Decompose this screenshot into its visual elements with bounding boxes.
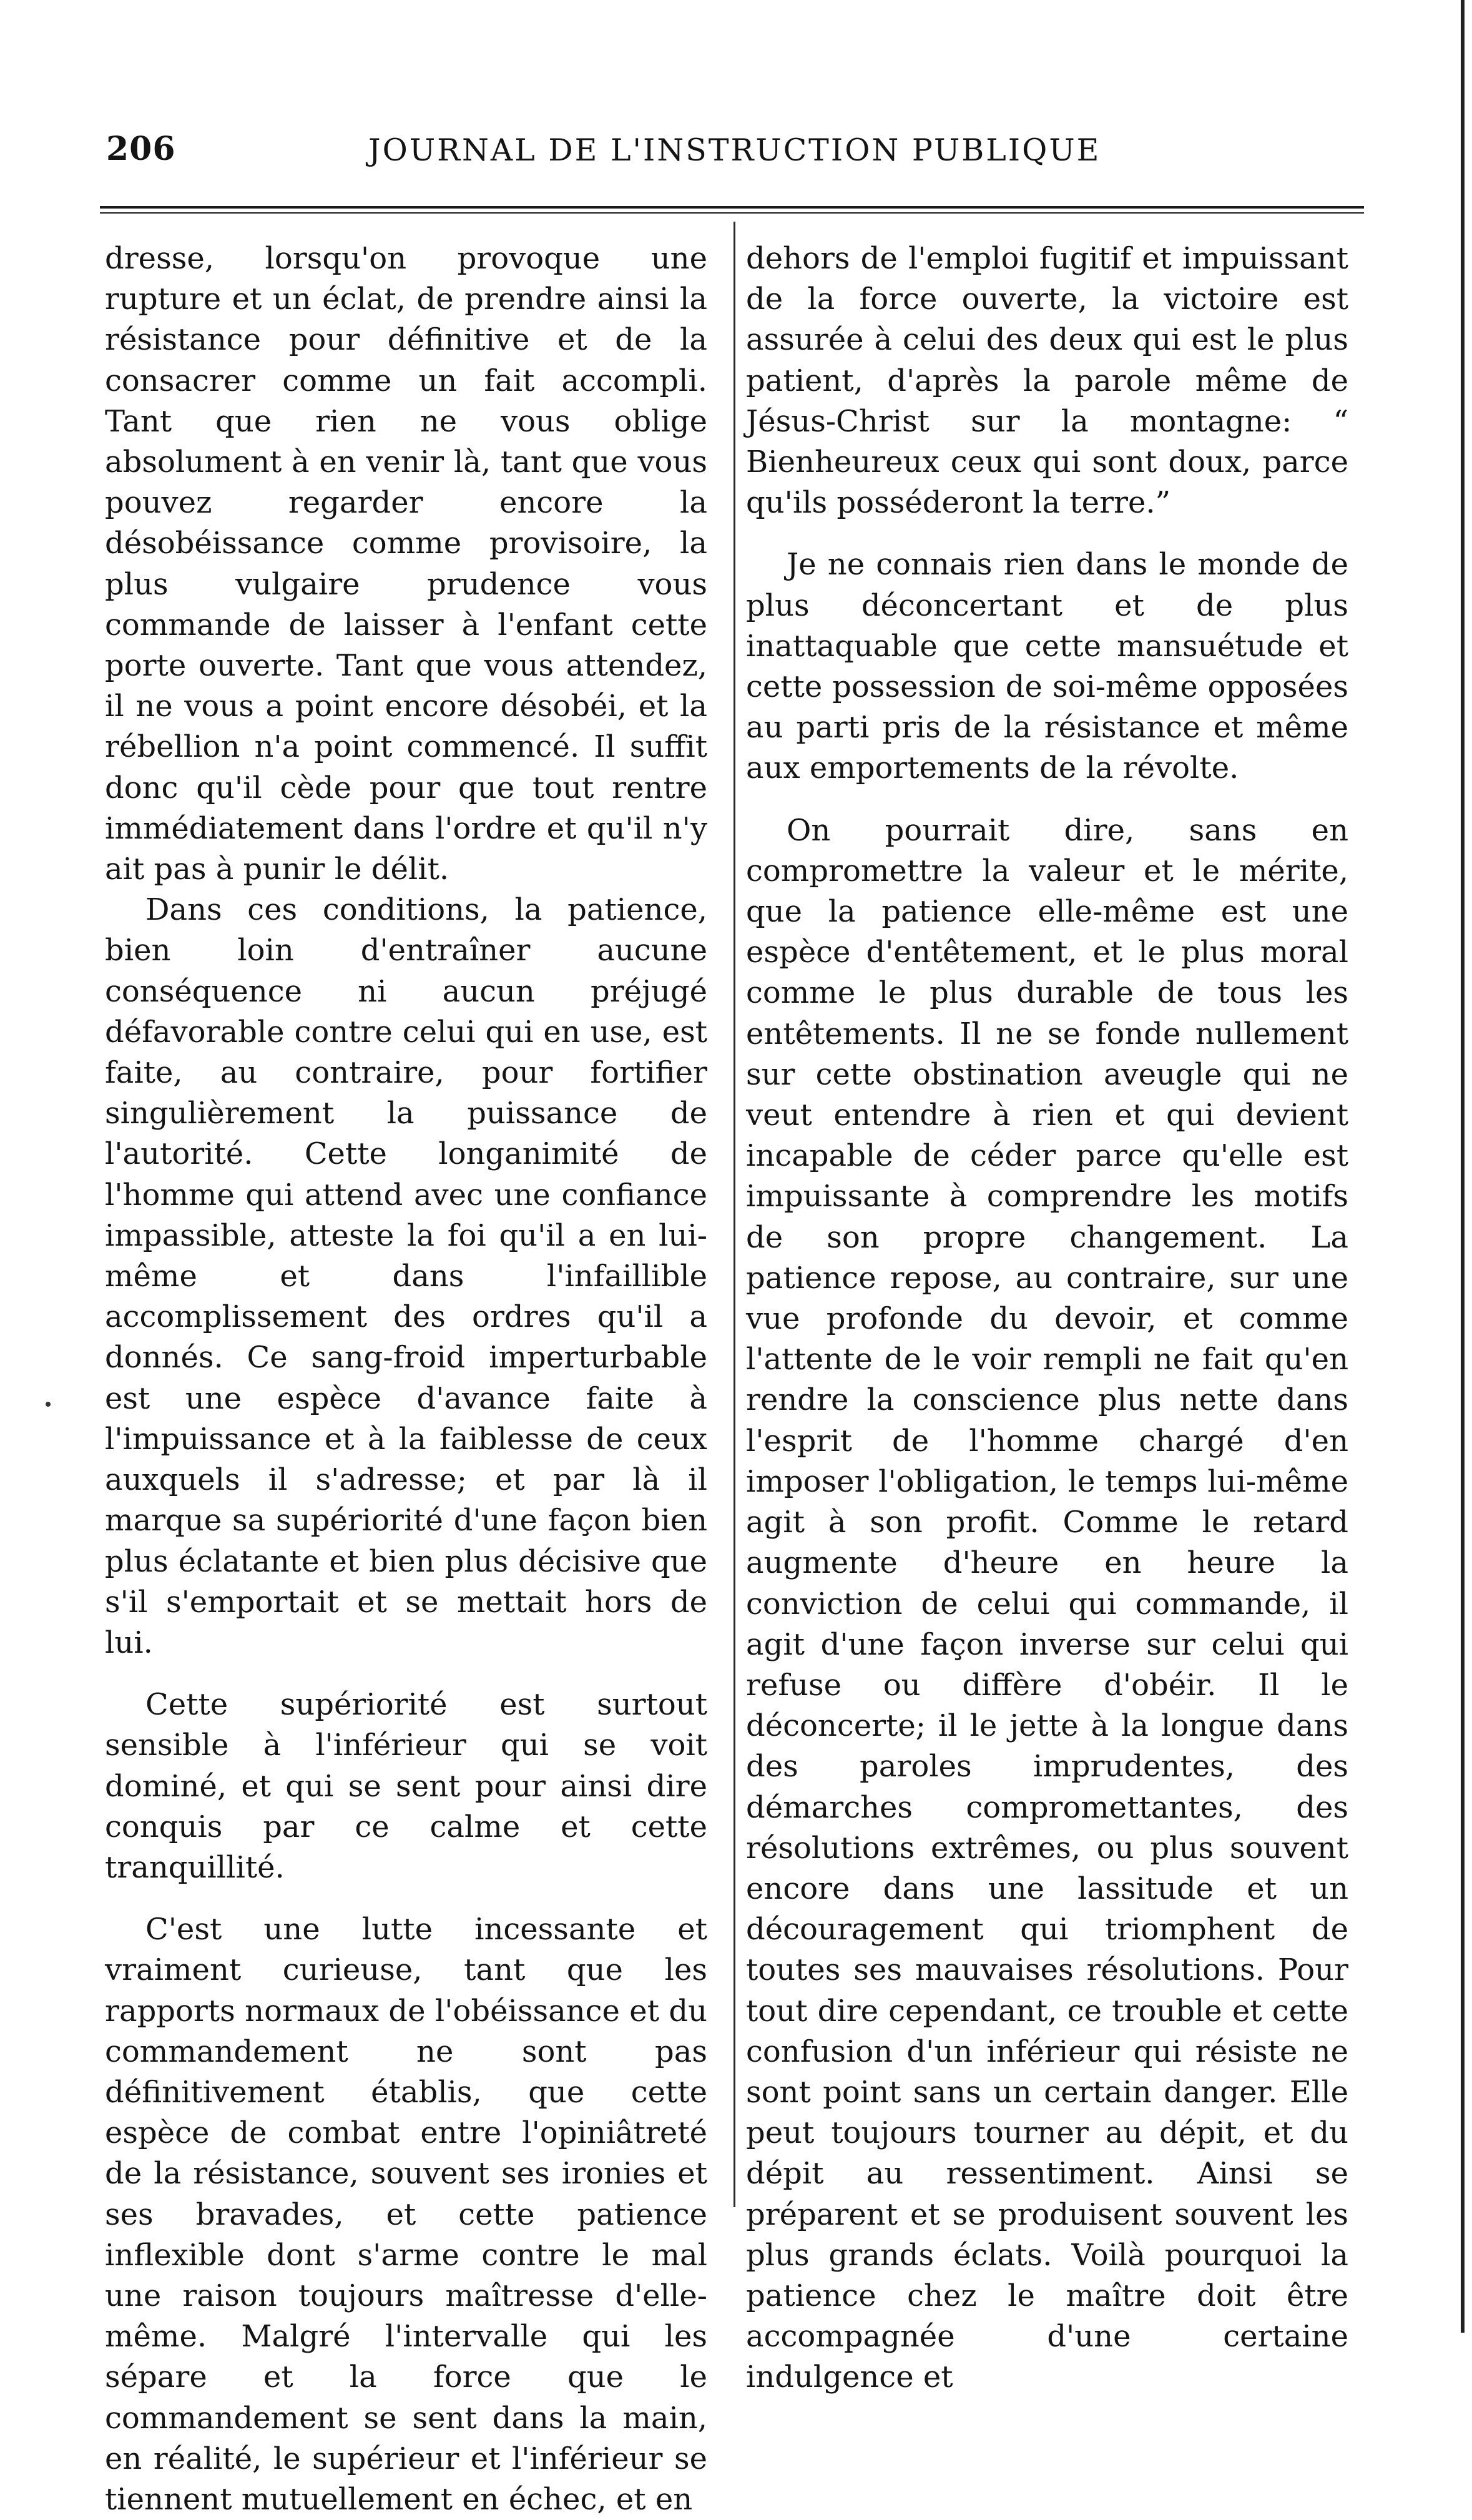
- paragraph: dresse, lorsqu'on provoque une rupture et un éclat, de prendre ainsi la résistance pour définitive et de la consacrer comme un fait accompli. Tant que rien ne vous oblige absolument à en venir là, tant que vous pouvez regarder encore la désobéissance comme provisoire, la plus vulgaire prudence vous commande de laisser à l'enfant cette porte ouverte. Tant que vous attendez, il ne vous a point encore désobéi, et la rébellion n'a point commencé. Il suffit donc qu'il cède pour que tout rentre immédiatement dans l'ordre et qu'il n'y ait pas à punir le délit.: [105, 241, 707, 887]
- paragraph: Dans ces conditions, la patience, bien loin d'entraîner aucune conséquence ni aucun préjugé défavorable contre celui qui en use, est faite, au contraire, pour fortifier singulièrement la puissance de l'autorité. Cette longanimité de l'homme qui attend avec une confiance impassible, atteste la foi qu'il a en lui-même et dans l'infaillible accomplissement des ordres qu'il a donnés. Ce sang-froid imperturbable est une espèce d'avance faite à l'impuissance et à la faiblesse de ceux auxquels il s'adresse; et par là il marque sa supériorité d'une façon bien plus éclatante et bien plus décisive que s'il s'emportait et se mettait hors de lui.: [105, 892, 707, 1660]
- header-rule-thin: [100, 212, 1364, 214]
- column-divider: [734, 222, 735, 2207]
- paragraph: Cette supériorité est surtout sensible à l'inférieur qui se voit dominé, et qui se sent pour ainsi dire conquis par ce calme et cette tranquillité.: [105, 1687, 707, 1885]
- header-rule: [100, 206, 1364, 209]
- page-edge: [1461, 0, 1465, 2333]
- paragraph: dehors de l'emploi fugitif et impuissant de la force ouverte, la victoire est assurée à celui des deux qui est le plus patient, d'après la parole même de Jésus-Christ sur la montagne: “ Bienheureux ceux qui sont doux, parce qu'ils posséderont la terre.”: [746, 241, 1348, 521]
- left-column: [105, 239, 707, 2520]
- right-column: [746, 239, 1348, 2398]
- ink-speck: [46, 1402, 51, 1407]
- running-title: JOURNAL DE L'INSTRUCTION PUBLIQUE: [368, 132, 1101, 168]
- paragraph: Je ne connais rien dans le monde de plus déconcertant et de plus inattaquable que cette mansuétude et cette possession de soi-même opposées au parti pris de la résistance et même aux emportements de la révolte.: [746, 547, 1348, 786]
- paragraph: On pourrait dire, sans en compromettre la valeur et le mérite, que la patience elle-même est une espèce d'entêtement, et le plus moral comme le plus durable de tous les entêtements. Il ne se fonde nullement sur cette obstination aveugle qui ne veut entendre à rien et qui devient incapable de céder parce qu'elle est impuissante à comprendre les motifs de son propre changement. La patience repose, au contraire, sur une vue profonde du devoir, et comme l'attente de le voir rempli ne fait qu'en rendre la conscience plus nette dans l'esprit de l'homme chargé d'en imposer l'obligation, le temps lui-même agit à son profit. Comme le retard augmente d'heure en heure la conviction de celui qui commande, il agit d'une façon inverse sur celui qui refuse ou diffère d'obéir. Il le déconcerte; il le jette à la longue dans des paroles imprudentes, des démarches compromettantes, des résolutions extrêmes, ou plus souvent encore dans une lassitude et un découragement qui triomphent de toutes ses mauvaises résolutions. Pour tout dire cependant, ce trouble et cette confusion d'un inférieur qui résiste ne sont point sans un certain danger. Elle peut toujours tourner au dépit, et du dépit au ressentiment. Ainsi se préparent et se produisent souvent les plus grands éclats. Voilà pourquoi la patience chez le maître doit être accompagnée d'une certaine indulgence et: [746, 812, 1348, 2395]
- paragraph: C'est une lutte incessante et vraiment curieuse, tant que les rapports normaux de l'obéissance et du commandement ne sont pas définitivement établis, que cette espèce de combat entre l'opiniâtreté de la résistance, souvent ses ironies et ses bravades, et cette patience inflexible dont s'arme contre le mal une raison toujours maîtresse d'elle-même. Malgré l'intervalle qui les sépare et la force que le commandement se sent dans la main, en réalité, le supérieur et l'inférieur se tiennent mutuellement en échec, et en: [105, 1912, 707, 2517]
- page-number: 206: [106, 130, 176, 168]
